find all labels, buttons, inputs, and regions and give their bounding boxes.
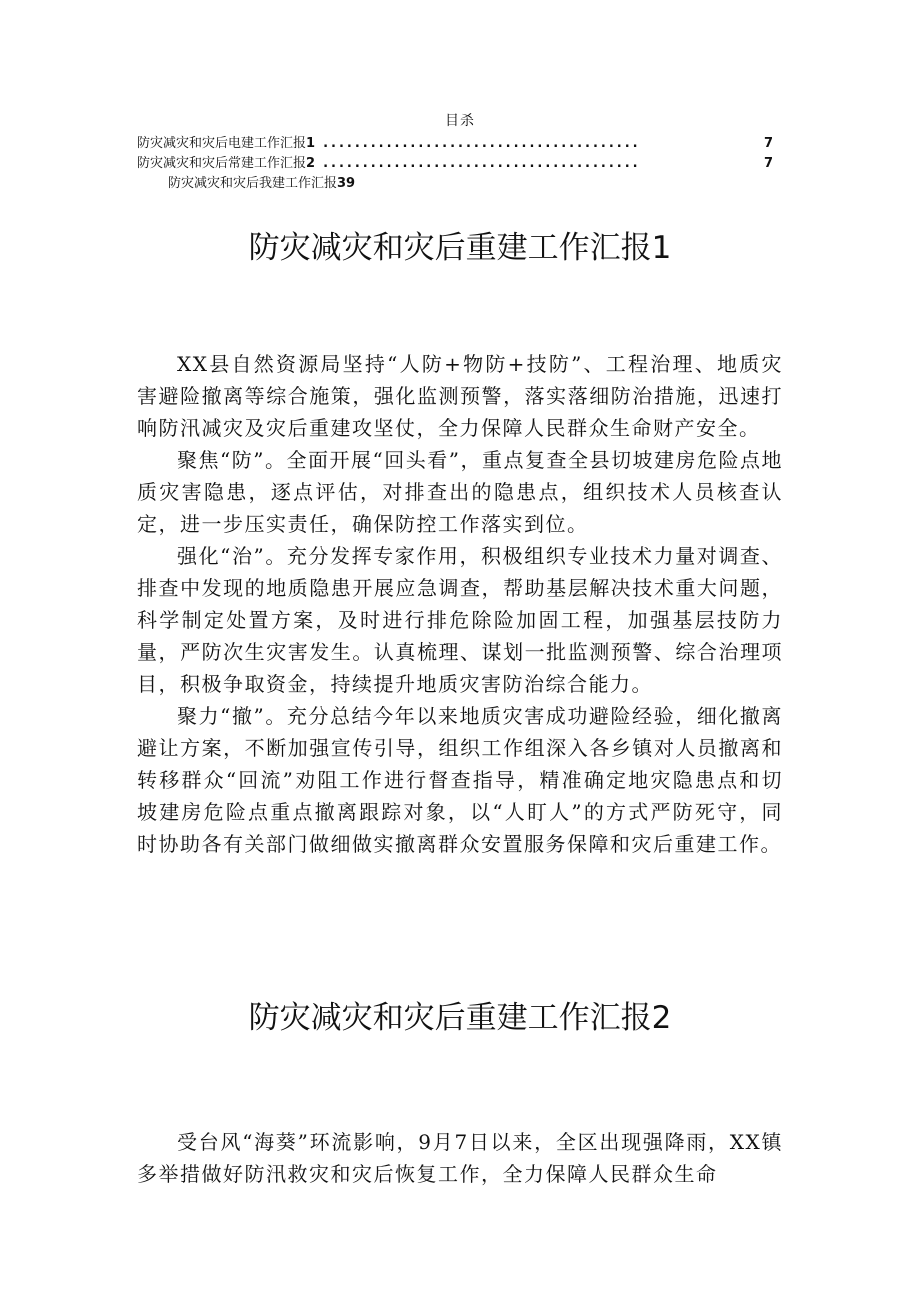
toc-leader-dots: ........................................ [323,156,641,171]
paragraph: 聚焦“防”。全面开展“回头看”，重点复查全县切坡建房危险点地质灾害隐患，逐点评估，对排查出的隐患点，组织技术人员核查认定，进一步压实责任，确保防控工作落实到位。 [137,448,783,536]
toc-title: 目杀 [445,113,475,129]
toc-entry-2[interactable] [137,152,773,171]
toc-leader-dots: ........................................ [323,136,641,151]
toc-entry-3[interactable] [168,172,355,191]
section-heading-2: 防灾减灾和灾后重建工作汇报2 [248,1000,672,1036]
toc-entry-number: 39 [337,176,356,191]
section-heading-1: 防灾减灾和灾后重建工作汇报1 [248,230,672,266]
paragraph: 强化“治”。充分发挥专家作用，积极组织专业技术力量对调查、排查中发现的地质隐患开展应急调查，帮助基层解决技术重大问题，科学制定处置方案，及时进行排危除险加固工程，加强基层技防力量，严防次生灾害发生。认真梳理、谋划一批监测预警、综合治理项目，积极争取资金，持续提升地质灾害防治综合能力。 [137,544,783,696]
section-body-2 [137,1126,783,1190]
paragraph: 受台风“海葵”环流影响，9月7日以来，全区出现强降雨，XX镇多举措做好防汛救灾和灾后恢复工作，全力保障人民群众生命 [137,1130,783,1186]
section-body-1 [137,348,783,860]
toc-entry-text: 防灾减灾和灾后常建工作汇报2 [137,156,316,171]
toc-entry-text: 防灾减灾和灾后我建工作汇报 [168,176,338,191]
toc-page-number: 7 [763,136,773,151]
toc-page-number: 7 [763,156,773,171]
paragraph: XX县自然资源局坚持“人防+物防+技防”、工程治理、地质灾害避险撤离等综合施策，强化监测预警，落实落细防治措施，迅速打响防汛减灾及灾后重建攻坚仗，全力保障人民群众生命财产安全。 [137,352,783,440]
toc-entry-text: 防灾减灾和灾后电建工作汇报1 [137,136,316,151]
toc-entry-1[interactable] [137,132,773,151]
paragraph: 聚力“撤”。充分总结今年以来地质灾害成功避险经验，细化撤离避让方案，不断加强宣传引导，组织工作组深入各乡镇对人员撤离和转移群众“回流”劝阻工作进行督查指导，精准确定地灾隐患点和切坡建房危险点重点撤离跟踪对象，以“人盯人”的方式严防死守，同时协助各有关部门做细做实撤离群众安置服务保障和灾后重建工作。 [137,704,783,856]
